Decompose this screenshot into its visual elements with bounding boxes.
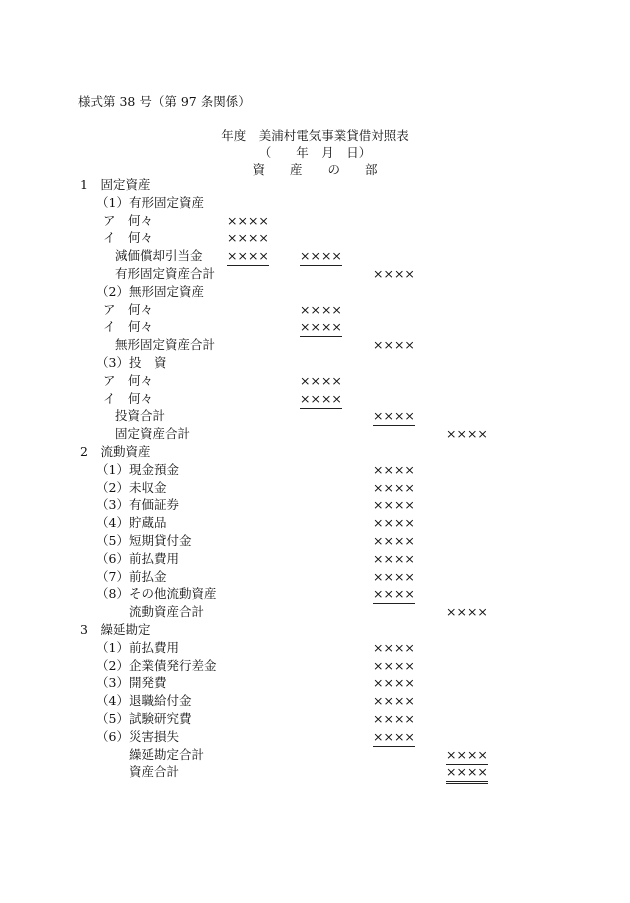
row-label: 資産合計	[129, 764, 180, 780]
row-label: （6）災害損失	[96, 728, 179, 744]
amount-cell: ××××	[373, 728, 415, 747]
row-label: 減価償却引当金	[115, 248, 203, 264]
amount-cell: ××××	[227, 230, 269, 246]
amount-cell: ××××	[300, 390, 342, 409]
row-label: 流動資産合計	[129, 604, 205, 620]
row-label: 無形固定資産合計	[115, 337, 216, 353]
row-label: （8）その他流動資産	[96, 586, 217, 602]
amount-cell: ××××	[227, 247, 269, 266]
row-label: ア 何々	[103, 301, 154, 317]
amount-cell: ××××	[446, 763, 488, 784]
row-label: イ 何々	[103, 230, 154, 246]
amount-cell: ××××	[446, 604, 488, 620]
row-label: ア 何々	[103, 212, 154, 228]
row-label: （4）退職給付金	[96, 693, 192, 709]
amount-cell: ××××	[373, 461, 415, 477]
amount-cell: ××××	[227, 212, 269, 228]
amount-cell: ××××	[373, 266, 415, 281]
amount-cell: ××××	[373, 515, 415, 531]
form-number: 様式第 38 号（第 97 条関係）	[78, 94, 251, 109]
amount-cell: ××××	[373, 693, 415, 709]
row-label: （5）短期貸付金	[96, 533, 192, 548]
amount-cell: ××××	[373, 497, 415, 513]
amount-cell: ××××	[446, 426, 488, 442]
row-label: （7）前払金	[96, 568, 167, 584]
amount-cell: ××××	[373, 479, 415, 495]
amount-cell: ××××	[300, 301, 342, 317]
row-label: 繰延勘定合計	[129, 746, 205, 762]
row-label: 1 固定資産	[80, 177, 151, 192]
row-label: （1）有形固定資産	[96, 194, 204, 210]
row-label: （2）企業債発行差金	[96, 657, 217, 673]
row-label: （3）投 資	[96, 355, 167, 370]
row-label: （3）開発費	[96, 675, 167, 691]
row-label: （6）前払費用	[96, 550, 179, 566]
amount-cell: ××××	[373, 711, 415, 726]
amount-cell: ××××	[373, 639, 415, 655]
row-label: （5）試験研究費	[96, 711, 192, 726]
amount-cell: ××××	[373, 675, 415, 691]
document-title: 年度 美浦村電気事業貸借対照表	[221, 128, 409, 143]
amount-cell: ××××	[300, 318, 342, 337]
row-label: （4）貯蔵品	[96, 515, 167, 531]
row-label: （1）現金預金	[96, 461, 179, 477]
amount-cell: ××××	[373, 585, 415, 604]
amount-cell: ××××	[373, 550, 415, 566]
row-label: イ 何々	[103, 319, 154, 335]
amount-cell: ××××	[373, 337, 415, 353]
amount-cell: ××××	[373, 533, 415, 548]
amount-cell: ××××	[373, 407, 415, 426]
date-line: （ 年 月 日）	[258, 145, 372, 160]
row-label: （2）未収金	[96, 479, 167, 495]
amount-cell: ××××	[446, 746, 488, 765]
row-label: （2）無形固定資産	[96, 283, 204, 299]
row-label: 有形固定資産合計	[115, 266, 216, 281]
amount-cell: ××××	[300, 372, 342, 388]
amount-cell: ××××	[373, 657, 415, 673]
section-heading: 資 産 の 部	[252, 162, 378, 177]
row-label: 投資合計	[115, 408, 166, 424]
row-label: イ 何々	[103, 390, 154, 406]
row-label: 3 繰延勘定	[80, 622, 151, 637]
row-label: 2 流動資産	[80, 444, 151, 459]
row-label: （3）有価証券	[96, 497, 179, 513]
amount-cell: ××××	[373, 568, 415, 584]
row-label: ア 何々	[103, 372, 154, 388]
amount-cell: ××××	[300, 247, 342, 266]
row-label: （1）前払費用	[96, 639, 179, 655]
row-label: 固定資産合計	[115, 426, 191, 442]
